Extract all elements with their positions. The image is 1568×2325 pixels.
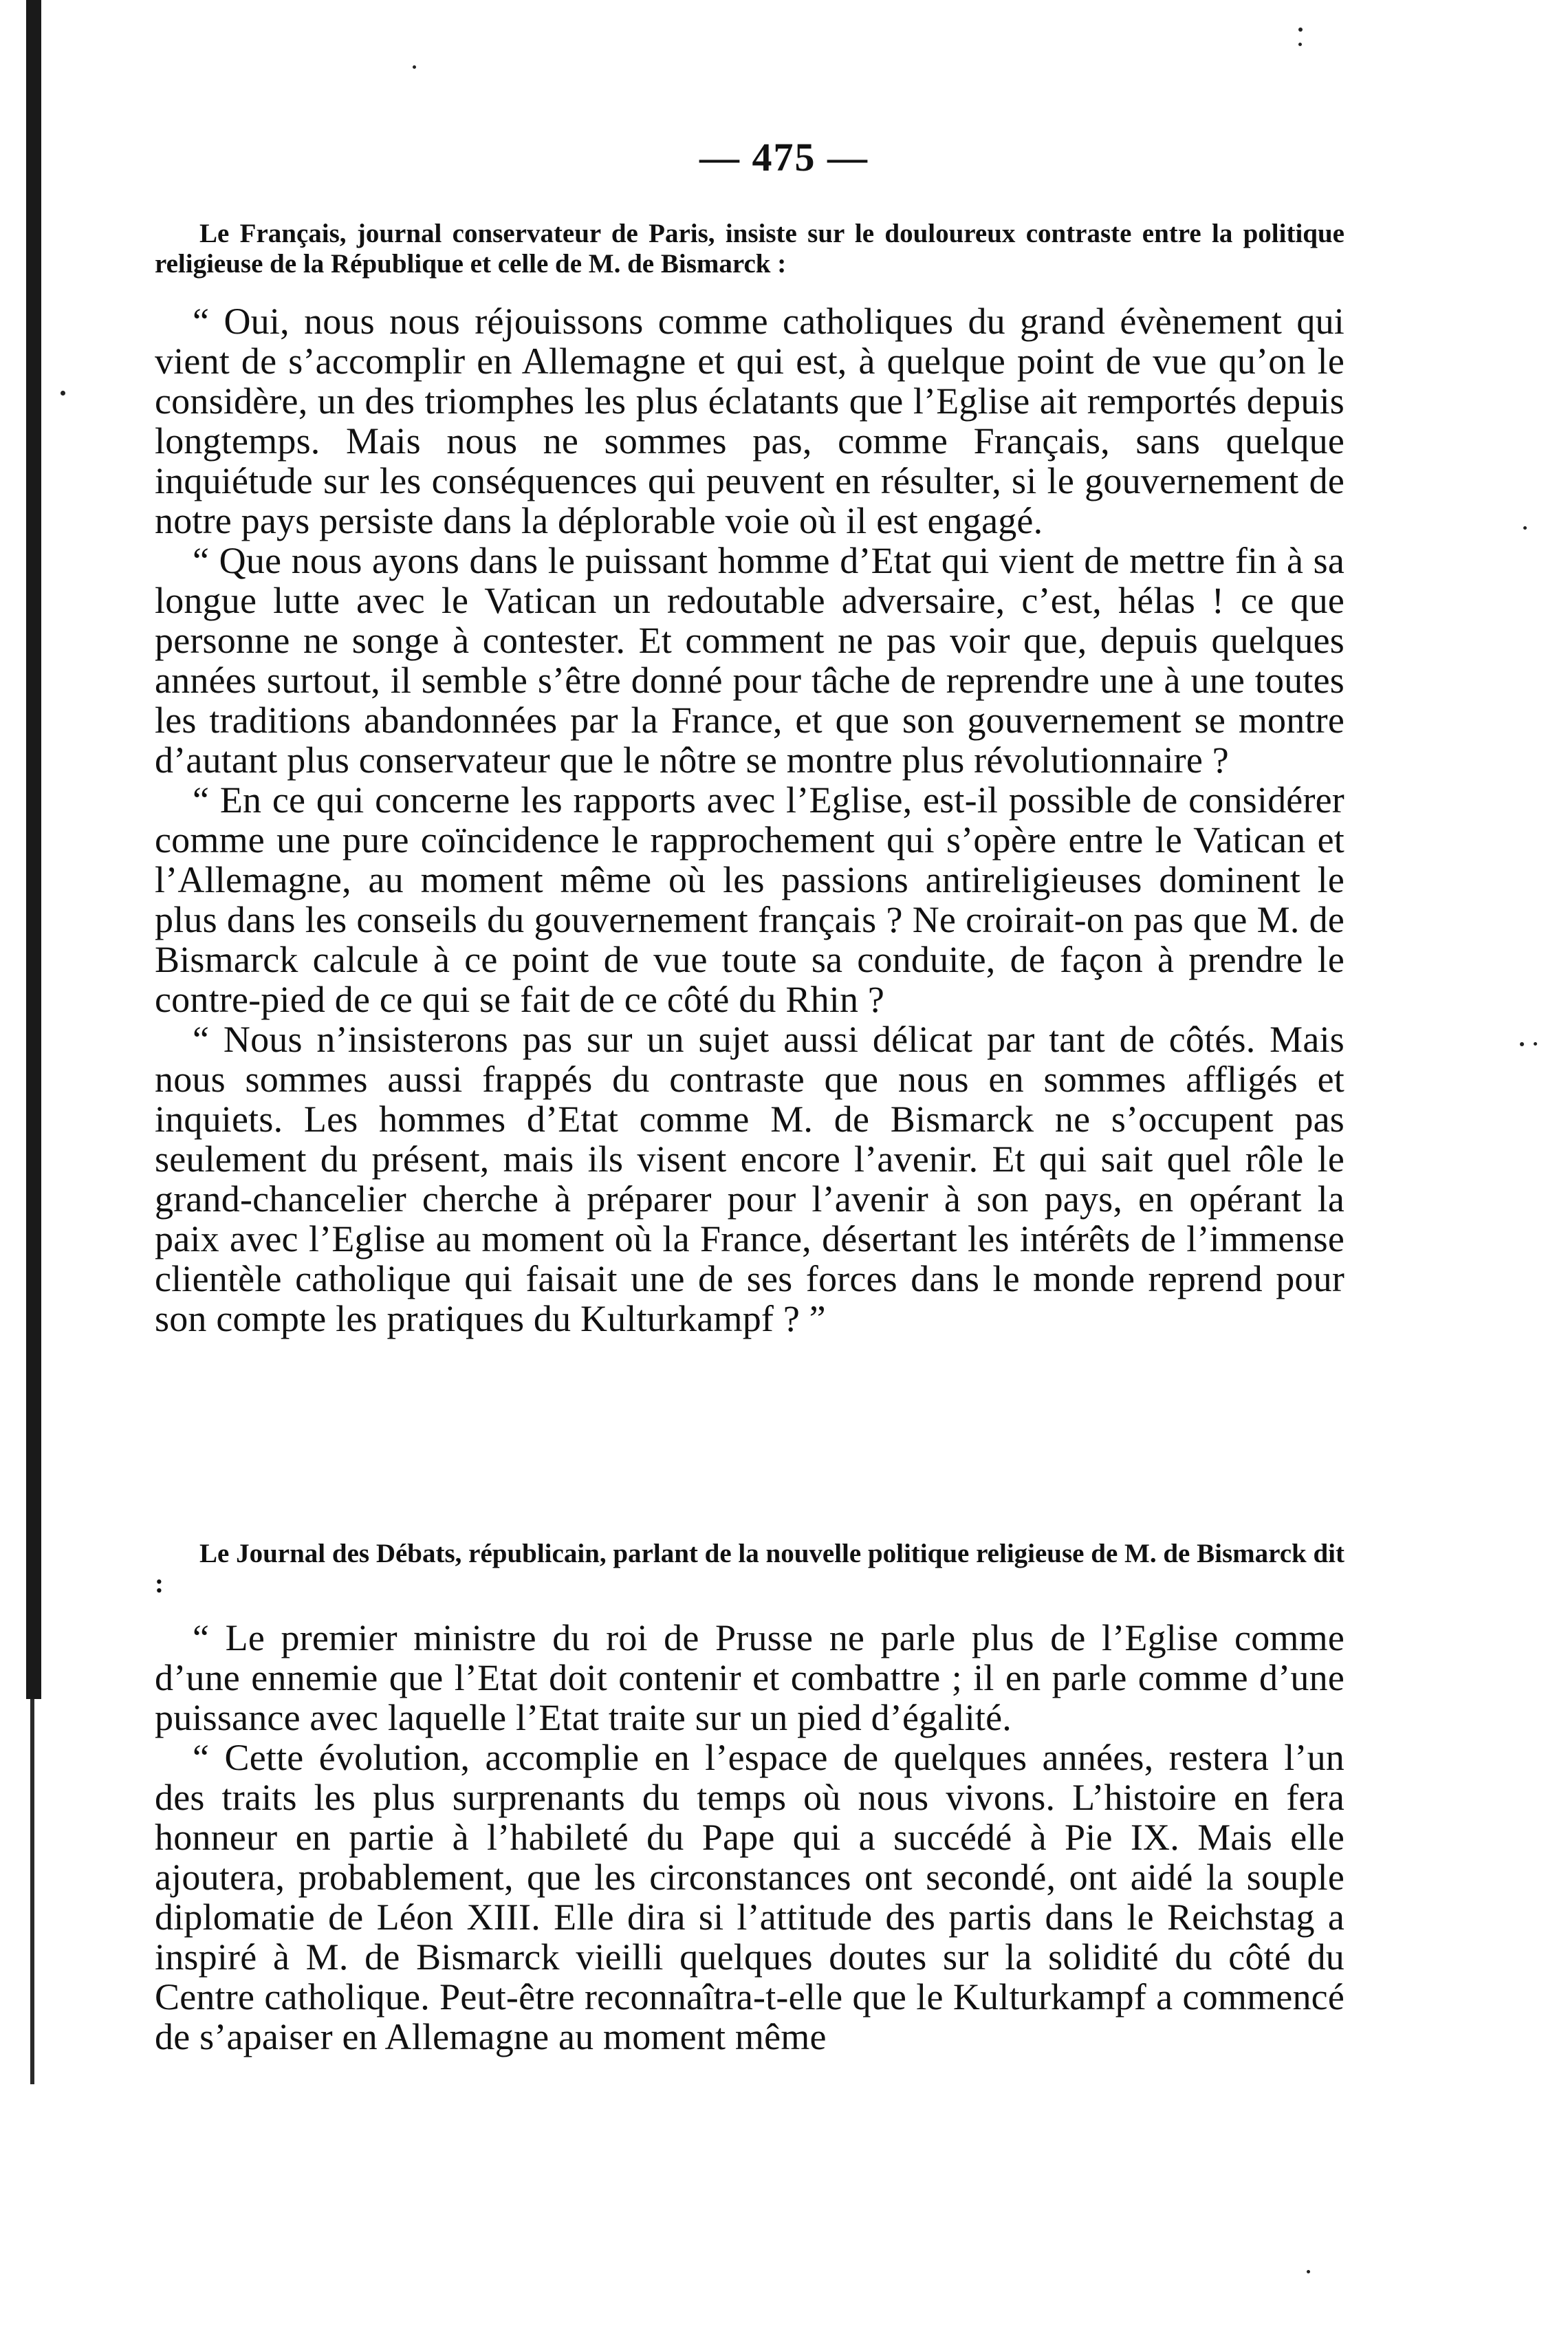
scan-speck (1298, 43, 1302, 46)
scan-speck (1523, 526, 1527, 530)
quote-francais-paragraph-1: “ Oui, nous nous réjouissons comme catholiques du grand évènement qui vient de s’accomplir en Allemagne et qui est, à quelque point de vue qu’on le considère, un des triomphes les plus éclatants que l’Eglise ait remportés depuis longtemps. Mais nous ne sommes pas, comme Français, sans quelque inquiétude sur les conséquences qui peuvent en résulter, si le gouvernement de notre pays persiste dans la déplorable voie où il est engagé. (155, 301, 1344, 541)
quote-debats (155, 1618, 1344, 2057)
scan-speck (1307, 2270, 1310, 2273)
scan-speck (1298, 28, 1303, 32)
intro-debats-text: Le Journal des Débats, républicain, parlant de la nouvelle politique religieuse de M. de Bismarck dit : (155, 1539, 1344, 1599)
quote-francais (155, 301, 1344, 1339)
quote-francais-paragraph-4: “ Nous n’insisterons pas sur un sujet aussi délicat par tant de côtés. Mais nous sommes aussi frappés du contraste que nous en sommes affligés et inquiets. Les hommes d’Etat comme M. de Bismarck ne s’occupent pas seulement du présent, mais ils visent encore l’avenir. Et qui sait quel rôle le grand-chancelier cherche à préparer pour l’avenir à son pays, en opérant la paix avec l’Eglise au moment où la France, désertant les intérêts de l’immense clientèle catholique qui faisait une de ses forces dans le monde reprend pour son compte les pratiques du Kulturkampf ? ” (155, 1019, 1344, 1339)
quote-francais-paragraph-2: “ Que nous ayons dans le puissant homme d’Etat qui vient de mettre fin à sa longue lutte avec le Vatican un redoutable adversaire, c’est, hélas ! ce que personne ne songe à contester. Et comment ne pas voir que, depuis quelques années surtout, il semble s’être donné pour tâche de reprendre une à une toutes les traditions abandonnées par la France, et que son gouvernement se montre d’autant plus conservateur que le nôtre se montre plus révolutionnaire ? (155, 540, 1344, 781)
quote-debats-paragraph-2: “ Cette évolution, accomplie en l’espace de quelques années, restera l’un des traits les plus surprenants du temps où nous vivons. L’histoire en fera honneur en partie à l’habileté du Pape qui a succédé à Pie IX. Mais elle ajoutera, probablement, que les circonstances ont secondé, ont aidé la souple diplomatie de Léon XIII. Elle dira si l’attitude des partis dans le Reichstag a inspiré à M. de Bismarck vieilli quelques doutes sur la solidité du côté du Centre catholique. Peut-être reconnaîtra-t-elle que le Kulturkampf a commencé de s’apaiser en Allemagne au moment même (155, 1737, 1344, 2057)
page-number: — 475 — (699, 135, 869, 180)
scan-left-edge (26, 0, 41, 1699)
quote-debats-paragraph-1: “ Le premier ministre du roi de Prusse ne parle plus de l’Eglise comme d’une ennemie que l’Etat doit contenir et combattre ; il en parle comme d’une puissance avec laquelle l’Etat traite sur un pied d’égalité. (155, 1617, 1344, 1738)
scan-speck (61, 391, 65, 396)
intro-debats (155, 1539, 1344, 1599)
scan-speck (1520, 1042, 1524, 1046)
scan-left-edge-lower (30, 1699, 34, 2084)
intro-francais (155, 219, 1344, 279)
scan-speck (1534, 1042, 1537, 1046)
quote-francais-paragraph-3: “ En ce qui concerne les rapports avec l’Eglise, est-il possible de considérer comme une pure coïncidence le rapprochement qui s’opère entre le Vatican et l’Allemagne, au moment même où les passions antireligieuses dominent le plus dans les conseils du gouvernement français ? Ne croirait-on pas que M. de Bismarck calcule à ce point de vue toute sa conduite, de façon à prendre le contre-pied de ce qui se fait de ce côté du Rhin ? (155, 779, 1344, 1020)
intro-francais-text: Le Français, journal conservateur de Paris, insiste sur le douloureux contraste entre la politique religieuse de la République et celle de M. de Bismarck : (155, 219, 1344, 279)
scan-speck (413, 65, 416, 69)
